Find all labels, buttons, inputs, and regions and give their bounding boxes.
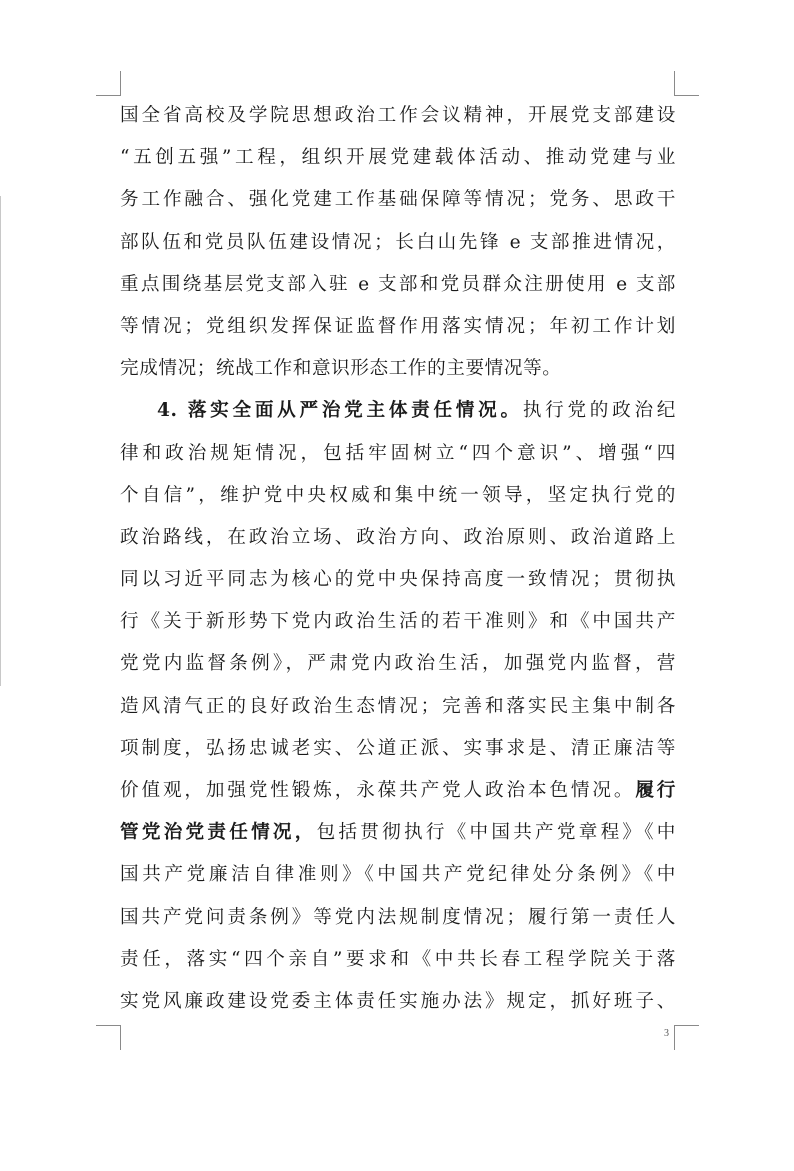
text-run: 执行党的政治纪: [522, 400, 677, 422]
text-line: [120, 812, 676, 854]
text-run: 实党风廉政建设党委主体责任实施办法》规定，抓好班子、: [120, 990, 676, 1012]
text-line: [120, 686, 676, 728]
text-line: [120, 517, 676, 559]
text-run: 部队伍和党员队伍建设情况；长白山先锋 e 支部推进情况，: [120, 231, 676, 253]
text-run: 政治路线，在政治立场、政治方向、政治原则、政治道路上: [120, 526, 676, 548]
text-line: [120, 348, 676, 390]
text-line: [120, 559, 676, 601]
left-margin-rule: [0, 196, 1, 686]
text-run: 项制度，弘扬忠诚老实、公道正派、实事求是、清正廉洁等: [120, 737, 676, 759]
text-run: “五创五强”工程，组织开展党建载体活动、推动党建与业: [120, 147, 676, 169]
text-run: 价值观，加强党性锻炼，永葆共产党人政治本色情况。: [120, 780, 636, 801]
text-line: [120, 306, 676, 348]
page-number: 3: [664, 1028, 669, 1039]
text-line: [120, 770, 676, 812]
text-run: 国共产党廉洁自律准则》《中国共产党纪律处分条例》《中: [120, 864, 676, 886]
bottom-left-crop-mark: [96, 1025, 121, 1050]
text-run: 完成情况；统战工作和意识形态工作的主要情况等。: [120, 358, 562, 380]
text-run: 责任，落实“四个亲自”要求和《中共长春工程学院关于落: [120, 948, 676, 970]
text-run: 同以习近平同志为核心的党中央保持高度一致情况；贯彻执: [120, 569, 676, 591]
top-left-crop-mark: [96, 71, 121, 96]
bold-text-run: 管党治党责任情况，: [120, 822, 317, 844]
text-run: 党党内监督条例》，严肃党内政治生活，加强党内监督，营: [120, 653, 676, 675]
text-run: 行《关于新形势下党内政治生活的若干准则》和《中国共产: [120, 611, 676, 633]
text-run: 包括贯彻执行《中国共产党章程》《中: [316, 822, 677, 844]
text-run: 重点围绕基层党支部入驻 e 支部和党员群众注册使用 e 支部: [120, 273, 676, 295]
text-line: [120, 179, 676, 221]
text-line: [120, 601, 676, 643]
text-line: [120, 95, 676, 137]
text-line: [120, 981, 676, 1023]
text-line: [120, 433, 676, 475]
text-line: [120, 728, 676, 770]
text-run: 律和政治规矩情况，包括牢固树立“四个意识”、增强“四: [120, 442, 676, 464]
text-line: [120, 854, 676, 896]
text-run: 造风清气正的良好政治生态情况；完善和落实民主集中制各: [120, 695, 676, 717]
section-heading: 4. 落实全面从严治党主体责任情况。: [157, 400, 523, 422]
section-heading-line: [120, 390, 676, 432]
text-line: [120, 897, 676, 939]
text-line: [120, 475, 676, 517]
text-run: 国共产党问责条例》等党内法规制度情况；履行第一责任人: [120, 906, 676, 928]
bottom-right-crop-mark: [674, 1025, 699, 1050]
text-line: [120, 939, 676, 981]
top-right-crop-mark: [674, 71, 699, 96]
text-run: 务工作融合、强化党建工作基础保障等情况；党务、思政干: [120, 189, 676, 211]
text-line: [120, 222, 676, 264]
text-run: 个自信”，维护党中央权威和集中统一领导，坚定执行党的: [120, 484, 676, 506]
bold-text-run: 履行: [635, 780, 676, 801]
text-line: [120, 264, 676, 306]
text-line: [120, 643, 676, 685]
body-text: [120, 95, 676, 1023]
text-line: [120, 137, 676, 179]
text-run: 等情况；党组织发挥保证监督作用落实情况；年初工作计划: [120, 315, 676, 337]
text-run: 国全省高校及学院思想政治工作会议精神，开展党支部建设: [120, 105, 676, 126]
